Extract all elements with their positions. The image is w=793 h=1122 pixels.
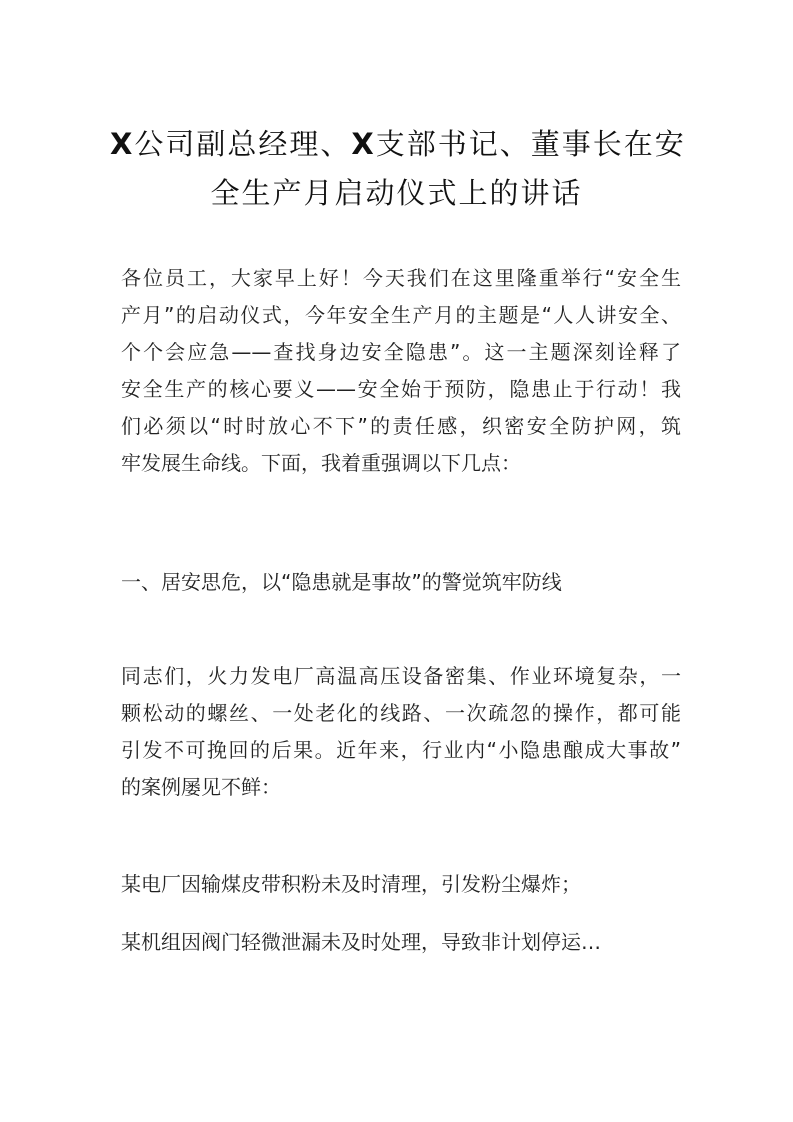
title-x-company: X bbox=[110, 127, 135, 161]
intro-line-4: 安全生产的核心要义——安全始于预防，隐患止于行动！我 bbox=[121, 377, 681, 401]
intro-line-6: 牢发展生命线。下面，我着重强调以下几点： bbox=[121, 451, 521, 475]
intro-line-3: 个个会应急——查找身边安全隐患”。这一主题深刻诠释了 bbox=[121, 340, 681, 364]
case-item-1 bbox=[121, 866, 681, 903]
paragraph-2-line-2: 颗松动的螺丝、一处老化的线路、一次疏忽的操作，都可能 bbox=[121, 701, 681, 725]
title-company-role: 公司副总经理、 bbox=[134, 127, 352, 161]
paragraph-2-line-1: 同志们，火力发电厂高温高压设备密集、作业环境复杂，一 bbox=[121, 664, 681, 688]
title-line-1-rest: 支部书记、董事长在安 bbox=[375, 127, 686, 161]
paragraph-2-line-4: 的案例屡见不鲜： bbox=[121, 775, 281, 799]
paragraph-2-line-3: 引发不可挽回的后果。近年来，行业内“小隐患酿成大事故” bbox=[121, 738, 681, 762]
intro-paragraph bbox=[121, 260, 681, 482]
document-title bbox=[110, 120, 686, 218]
intro-line-2: 产月”的启动仪式，今年安全生产月的主题是“人人讲安全、 bbox=[121, 303, 681, 327]
case-item-2-text: 某机组因阀门轻微泄漏未及时处理，导致非计划停运… bbox=[121, 930, 601, 954]
title-x-branch: X bbox=[351, 127, 376, 161]
case-item-2 bbox=[121, 924, 681, 961]
intro-line-5: 们必须以“时时放心不下”的责任感，织密安全防护网，筑 bbox=[121, 414, 681, 438]
section-1-heading-text: 一、居安思危，以“隐患就是事故”的警觉筑牢防线 bbox=[121, 570, 562, 594]
title-line-1 bbox=[110, 120, 686, 169]
section-1-heading bbox=[121, 564, 681, 601]
title-line-2: 全生产月启动仪式上的讲话 bbox=[210, 176, 583, 210]
paragraph-2 bbox=[121, 658, 681, 806]
intro-line-1: 各位员工，大家早上好！今天我们在这里隆重举行“安全生 bbox=[121, 266, 681, 290]
case-item-1-text: 某电厂因输煤皮带积粉未及时清理，引发粉尘爆炸； bbox=[121, 872, 581, 896]
